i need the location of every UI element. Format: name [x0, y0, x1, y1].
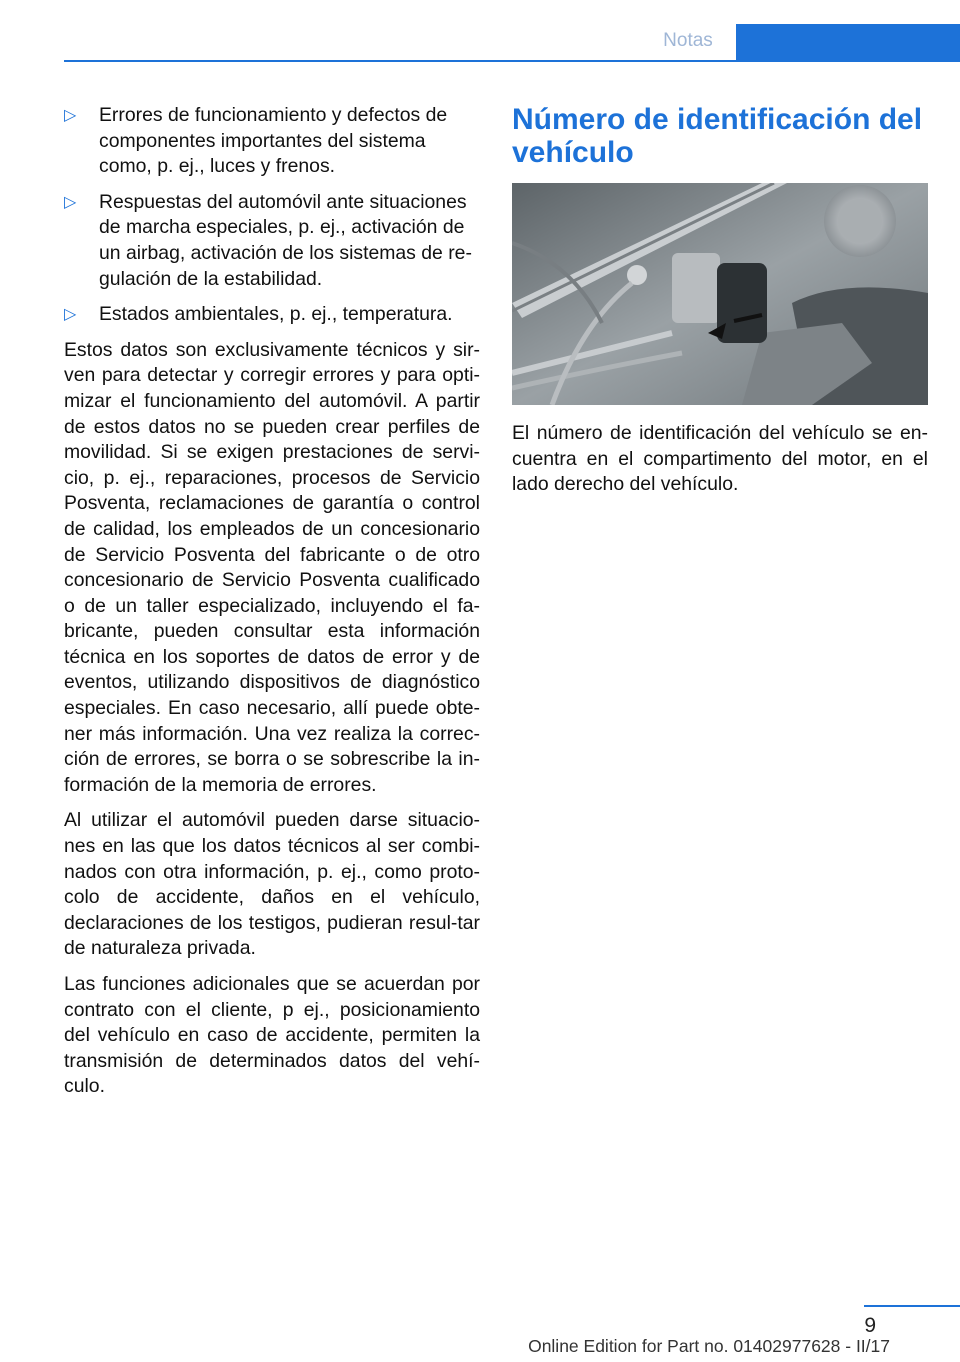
list-item	[64, 103, 480, 180]
section-label: Notas	[663, 30, 713, 51]
figure-caption: El número de identificación del vehículo se en‐cuentra en el compartimento del motor, en el lado derecho del vehículo.	[512, 422, 928, 496]
list-item	[64, 302, 480, 328]
triangle-bullet-icon: ▷	[64, 193, 77, 211]
body-paragraph: Al utilizar el automóvil pueden darse situacio‐nes en las que los datos técnicos al ser combi‐nados con otra información, p. ej., como proto‐colo de accidente, daños en el vehículo, declaraciones de los testigos, pudieran resul‐tar de naturaleza privada.	[64, 809, 480, 960]
header-color-block	[736, 24, 960, 62]
bullet-list	[64, 103, 480, 328]
section-title: Número de identificación del vehículo	[512, 103, 923, 169]
page-number: 9	[864, 1314, 876, 1337]
body-paragraph: Estos datos son exclusivamente técnicos y sir‐ven para detectar y corregir errores y para opti‐mizar el funcionamiento del automóvil. A partir de estos datos no se pueden crear perfiles de movilidad. Si se exigen prestaciones de servi‐cio, p. ej., reparaciones, procesos de Servicio Posventa, reclamaciones de garantía o control de calidad, los empleados de un concesionario de Servicio Posventa del fabricante o de otro concesionario de Servicio Posventa cualificado o de un taller especializado, incluyendo el fa‐bricante, pueden consultar esta información técnica en los soportes de datos de error y de eventos, utilizando dispositivos de diagnóstico especiales. En caso necesario, allí puede obte‐ner más información. Una vez realiza la correc‐ción de errores, se borra o se sobrescribe la in‐formación de la memoria de errores.	[64, 338, 480, 796]
left-column	[64, 103, 480, 1110]
engine-compartment-photo-icon	[512, 183, 928, 405]
list-item-text: Estados ambientales, p. ej., temperatura.	[99, 303, 453, 326]
list-item-text: Errores de funcionamiento y defectos de componentes importantes del sistema como, p. ej., luces y frenos.	[99, 104, 448, 178]
list-item-text: Respuestas del automóvil ante situaciones de marcha especiales, p. ej., activación de un airbag, activación de los sistemas de re‐gulación de la estabilidad.	[99, 190, 472, 290]
body-paragraph: Las funciones adicionales que se acuerdan por contrato con el cliente, p ej., posicionamiento del vehículo en caso de accidente, permiten la transmisión de determinados datos del vehí‐culo.	[64, 973, 480, 1098]
engine-compartment-image	[512, 183, 928, 405]
right-column	[512, 103, 928, 498]
triangle-bullet-icon: ▷	[64, 107, 77, 124]
list-item	[64, 190, 480, 292]
triangle-bullet-icon: ▷	[64, 306, 77, 324]
footer-rule	[864, 1305, 960, 1307]
edition-footer: Online Edition for Part no. 01402977628 - II/17	[528, 1336, 890, 1356]
